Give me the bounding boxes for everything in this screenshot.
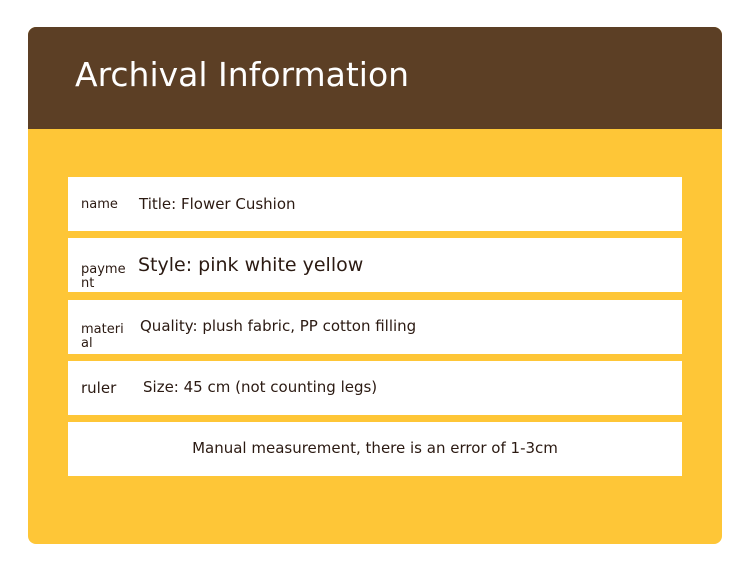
- archival-info-card: [28, 27, 722, 544]
- row-value: Quality: plush fabric, PP cotton filling: [140, 317, 417, 335]
- card-header: [28, 27, 722, 129]
- row-label: ruler: [81, 379, 117, 397]
- page-title: Archival Information: [75, 55, 410, 94]
- row-value: Title: Flower Cushion: [139, 195, 296, 213]
- row-value: Style: pink white yellow: [138, 254, 364, 276]
- info-row-payment: [68, 238, 682, 292]
- measurement-note: Manual measurement, there is an error of 1-3cm: [192, 439, 558, 457]
- row-value: Size: 45 cm (not counting legs): [143, 378, 378, 396]
- info-row-name: [68, 177, 682, 231]
- row-label: name: [81, 197, 118, 212]
- row-label: payment: [81, 262, 126, 291]
- row-label: material: [81, 322, 124, 351]
- measurement-note-row: [68, 422, 682, 476]
- info-row-material: [68, 300, 682, 354]
- info-row-ruler: [68, 361, 682, 415]
